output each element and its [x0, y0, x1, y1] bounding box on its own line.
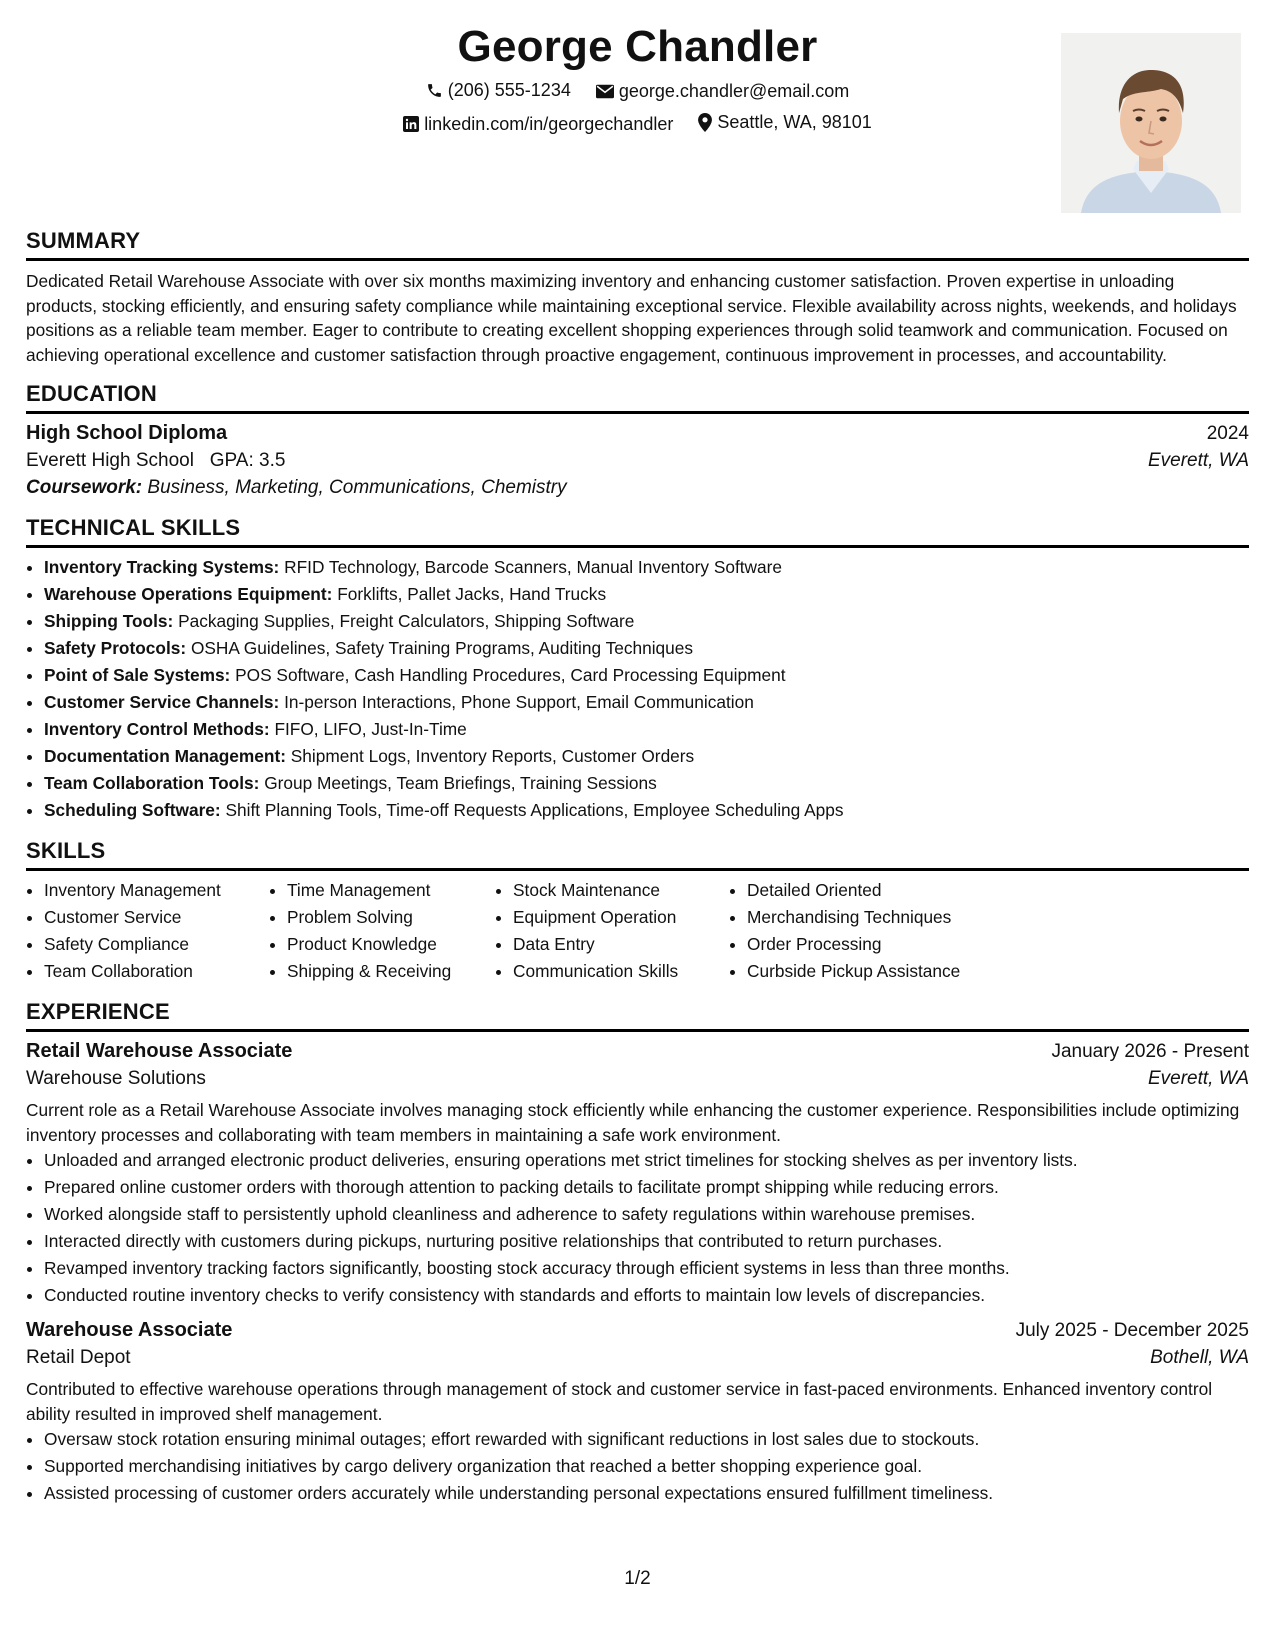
skill-values: OSHA Guidelines, Safety Training Programs, Auditing Techniques: [190, 638, 694, 658]
skill-values: RFID Technology, Barcode Scanners, Manual Inventory Software: [284, 557, 783, 577]
list-item: [44, 689, 1249, 716]
map-pin-icon: [698, 113, 712, 132]
job-title: Retail Warehouse Associate: [26, 1040, 293, 1062]
list-item: • Product Knowledge: [287, 931, 495, 958]
list-item: • Inventory Management: [44, 877, 269, 904]
skill-category: Team Collaboration Tools:: [44, 773, 260, 793]
skill-values: In-person Interactions, Phone Support, Email Communication: [284, 692, 754, 712]
skill-category: Inventory Tracking Systems:: [44, 557, 280, 577]
job-company-row: [26, 1068, 1249, 1090]
skill-values: Shift Planning Tools, Time-off Requests Applications, Employee Scheduling Apps: [225, 800, 844, 820]
location-text: Seattle, WA, 98101: [717, 112, 872, 132]
skills-column-4: [729, 877, 1027, 985]
phone-text: (206) 555-1234: [447, 80, 571, 100]
list-item: • Merchandising Techniques: [747, 904, 1027, 931]
skill-category: Scheduling Software:: [44, 800, 221, 820]
education-header-row: [26, 422, 1249, 445]
experience-section: [26, 999, 1249, 1507]
degree-title: High School Diploma: [26, 422, 228, 444]
list-item: • Safety Compliance: [44, 931, 269, 958]
list-item: • Oversaw stock rotation ensuring minimal outages; effort rewarded with significant reductions in lost sales due to stockouts.: [44, 1426, 1249, 1453]
list-item: • Supported merchandising initiatives by cargo delivery organization that reached a better shopping experience goal.: [44, 1453, 1249, 1480]
list-item: • Assisted processing of customer orders accurately while understanding personal expectations ensured fulfillment timeliness.: [44, 1480, 1249, 1507]
job-description: Current role as a Retail Warehouse Associate involves managing stock efficiently while enhancing the customer experience. Responsibilities include optimizing inventory processes and collaborating with team members in maintaining a safe work environment.: [26, 1100, 1240, 1145]
skill-category: Shipping Tools:: [44, 611, 174, 631]
school-line: [26, 450, 285, 472]
candidate-name: George Chandler: [457, 22, 818, 71]
list-item: • Team Collaboration: [44, 958, 269, 985]
education-year: 2024: [1206, 423, 1249, 444]
list-item: [44, 581, 1249, 608]
list-item: • Detailed Oriented: [747, 877, 1027, 904]
list-item: • Shipping & Receiving: [287, 958, 495, 985]
coursework-line: [26, 477, 1249, 499]
job-description: Contributed to effective warehouse operations through management of stock and customer service in fast-paced environments. Enhanced inventory control ability resulted in improved shelf management.: [26, 1379, 1213, 1424]
education-school-row: [26, 450, 1249, 472]
job-bullets: [26, 1426, 1249, 1507]
skill-category: Safety Protocols:: [44, 638, 187, 658]
skills-heading: SKILLS: [26, 838, 1249, 871]
skill-values: Shipment Logs, Inventory Reports, Customer Orders: [290, 746, 695, 766]
experience-heading: EXPERIENCE: [26, 999, 1249, 1032]
list-item: • Conducted routine inventory checks to verify consistency with standards and efforts to maintain low levels of discrepancies.: [44, 1282, 1249, 1309]
job-bullets: [26, 1147, 1249, 1309]
list-item: • Customer Service: [44, 904, 269, 931]
coursework-label: Coursework:: [26, 477, 143, 498]
skills-grid: [26, 877, 1249, 985]
list-item: • Curbside Pickup Assistance: [747, 958, 1027, 985]
linkedin-text[interactable]: linkedin.com/in/georgechandler: [424, 113, 674, 134]
technical-skills-section: [26, 515, 1249, 824]
contact-email[interactable]: [596, 81, 849, 102]
contact-location: [698, 112, 871, 133]
portrait-icon: [1061, 33, 1241, 213]
list-item: • Worked alongside staff to persistently uphold cleanliness and adherence to safety regulations within warehouse premises.: [44, 1201, 1249, 1228]
skills-section: [26, 838, 1249, 985]
list-item: [44, 716, 1249, 743]
contact-phone: [426, 80, 571, 101]
list-item: • Interacted directly with customers during pickups, nurturing positive relationships that contributed to return purchases.: [44, 1228, 1249, 1255]
company-name: Warehouse Solutions: [26, 1068, 206, 1089]
education-location: Everett, WA: [1147, 450, 1249, 471]
education-section: [26, 381, 1249, 499]
list-item: • Order Processing: [747, 931, 1027, 958]
list-item: • Equipment Operation: [513, 904, 729, 931]
coursework-list: Business, Marketing, Communications, Chemistry: [147, 477, 567, 498]
list-item: • Communication Skills: [513, 958, 729, 985]
page-number: 1/2: [624, 1568, 651, 1589]
profile-photo: [1061, 33, 1241, 213]
summary-section: [26, 228, 1249, 367]
skill-category: Documentation Management:: [44, 746, 286, 766]
job-company-row: [26, 1347, 1249, 1369]
gpa: GPA: 3.5: [209, 450, 286, 471]
job-entry-2: [26, 1319, 1249, 1507]
school-name: Everett High School: [26, 450, 194, 471]
job-dates: July 2025 - December 2025: [1015, 1320, 1249, 1341]
list-item: [44, 743, 1249, 770]
list-item: • Revamped inventory tracking factors significantly, boosting stock accuracy through efficient systems in less than three months.: [44, 1255, 1249, 1282]
education-heading: EDUCATION: [26, 381, 1249, 414]
list-item: [44, 770, 1249, 797]
skill-values: Packaging Supplies, Freight Calculators, Shipping Software: [178, 611, 635, 631]
company-name: Retail Depot: [26, 1347, 131, 1368]
technical-skills-heading: TECHNICAL SKILLS: [26, 515, 1249, 548]
list-item: [44, 608, 1249, 635]
list-item: • Data Entry: [513, 931, 729, 958]
list-item: [44, 662, 1249, 689]
skill-category: Inventory Control Methods:: [44, 719, 270, 739]
skills-column-2: [269, 877, 495, 985]
job-dates: January 2026 - Present: [1051, 1041, 1249, 1062]
list-item: [44, 635, 1249, 662]
list-item: • Stock Maintenance: [513, 877, 729, 904]
job-title: Warehouse Associate: [26, 1319, 233, 1341]
list-item: • Problem Solving: [287, 904, 495, 931]
technical-skills-list: [26, 554, 1249, 824]
resume-header: [26, 0, 1249, 222]
skill-category: Warehouse Operations Equipment:: [44, 584, 333, 604]
summary-heading: SUMMARY: [26, 228, 1249, 261]
list-item: • Prepared online customer orders with thorough attention to packing details to facilitate prompt shipping while reducing errors.: [44, 1174, 1249, 1201]
phone-icon: [426, 82, 443, 99]
linkedin-icon: [403, 116, 419, 132]
contact-linkedin[interactable]: [403, 114, 673, 135]
skill-values: Forklifts, Pallet Jacks, Hand Trucks: [337, 584, 607, 604]
job-location: Bothell, WA: [1150, 1347, 1249, 1368]
skill-category: Point of Sale Systems:: [44, 665, 231, 685]
job-header-row: [26, 1040, 1249, 1063]
list-item: [44, 797, 1249, 824]
skill-values: Group Meetings, Team Briefings, Training Sessions: [264, 773, 657, 793]
job-header-row: [26, 1319, 1249, 1342]
list-item: • Unloaded and arranged electronic product deliveries, ensuring operations met strict timelines for stocking shelves as per inventory lists.: [44, 1147, 1249, 1174]
email-text[interactable]: george.chandler@email.com: [618, 81, 850, 101]
list-item: • Time Management: [287, 877, 495, 904]
skill-values: POS Software, Cash Handling Procedures, Card Processing Equipment: [235, 665, 786, 685]
skill-category: Customer Service Channels:: [44, 692, 280, 712]
skills-column-3: [495, 877, 729, 985]
list-item: [44, 554, 1249, 581]
summary-text: Dedicated Retail Warehouse Associate with over six months maximizing inventory and enhancing customer satisfaction. Proven expertise in unloading products, stocking efficiently, and ensuring safety compliance while maintaining exceptional service. Flexible availability across nights, weekends, and holidays positions as a reliable team member. Eager to contribute to creating excellent shopping experiences through solid teamwork and communication. Focused on achieving operational excellence and customer satisfaction through proactive engagement, continuous improvement in processes, and accountability.: [26, 271, 1237, 365]
skill-values: FIFO, LIFO, Just-In-Time: [274, 719, 467, 739]
job-location: Everett, WA: [1147, 1068, 1249, 1089]
job-entry-1: [26, 1040, 1249, 1309]
skills-column-1: [26, 877, 269, 985]
envelope-icon: [596, 84, 614, 99]
